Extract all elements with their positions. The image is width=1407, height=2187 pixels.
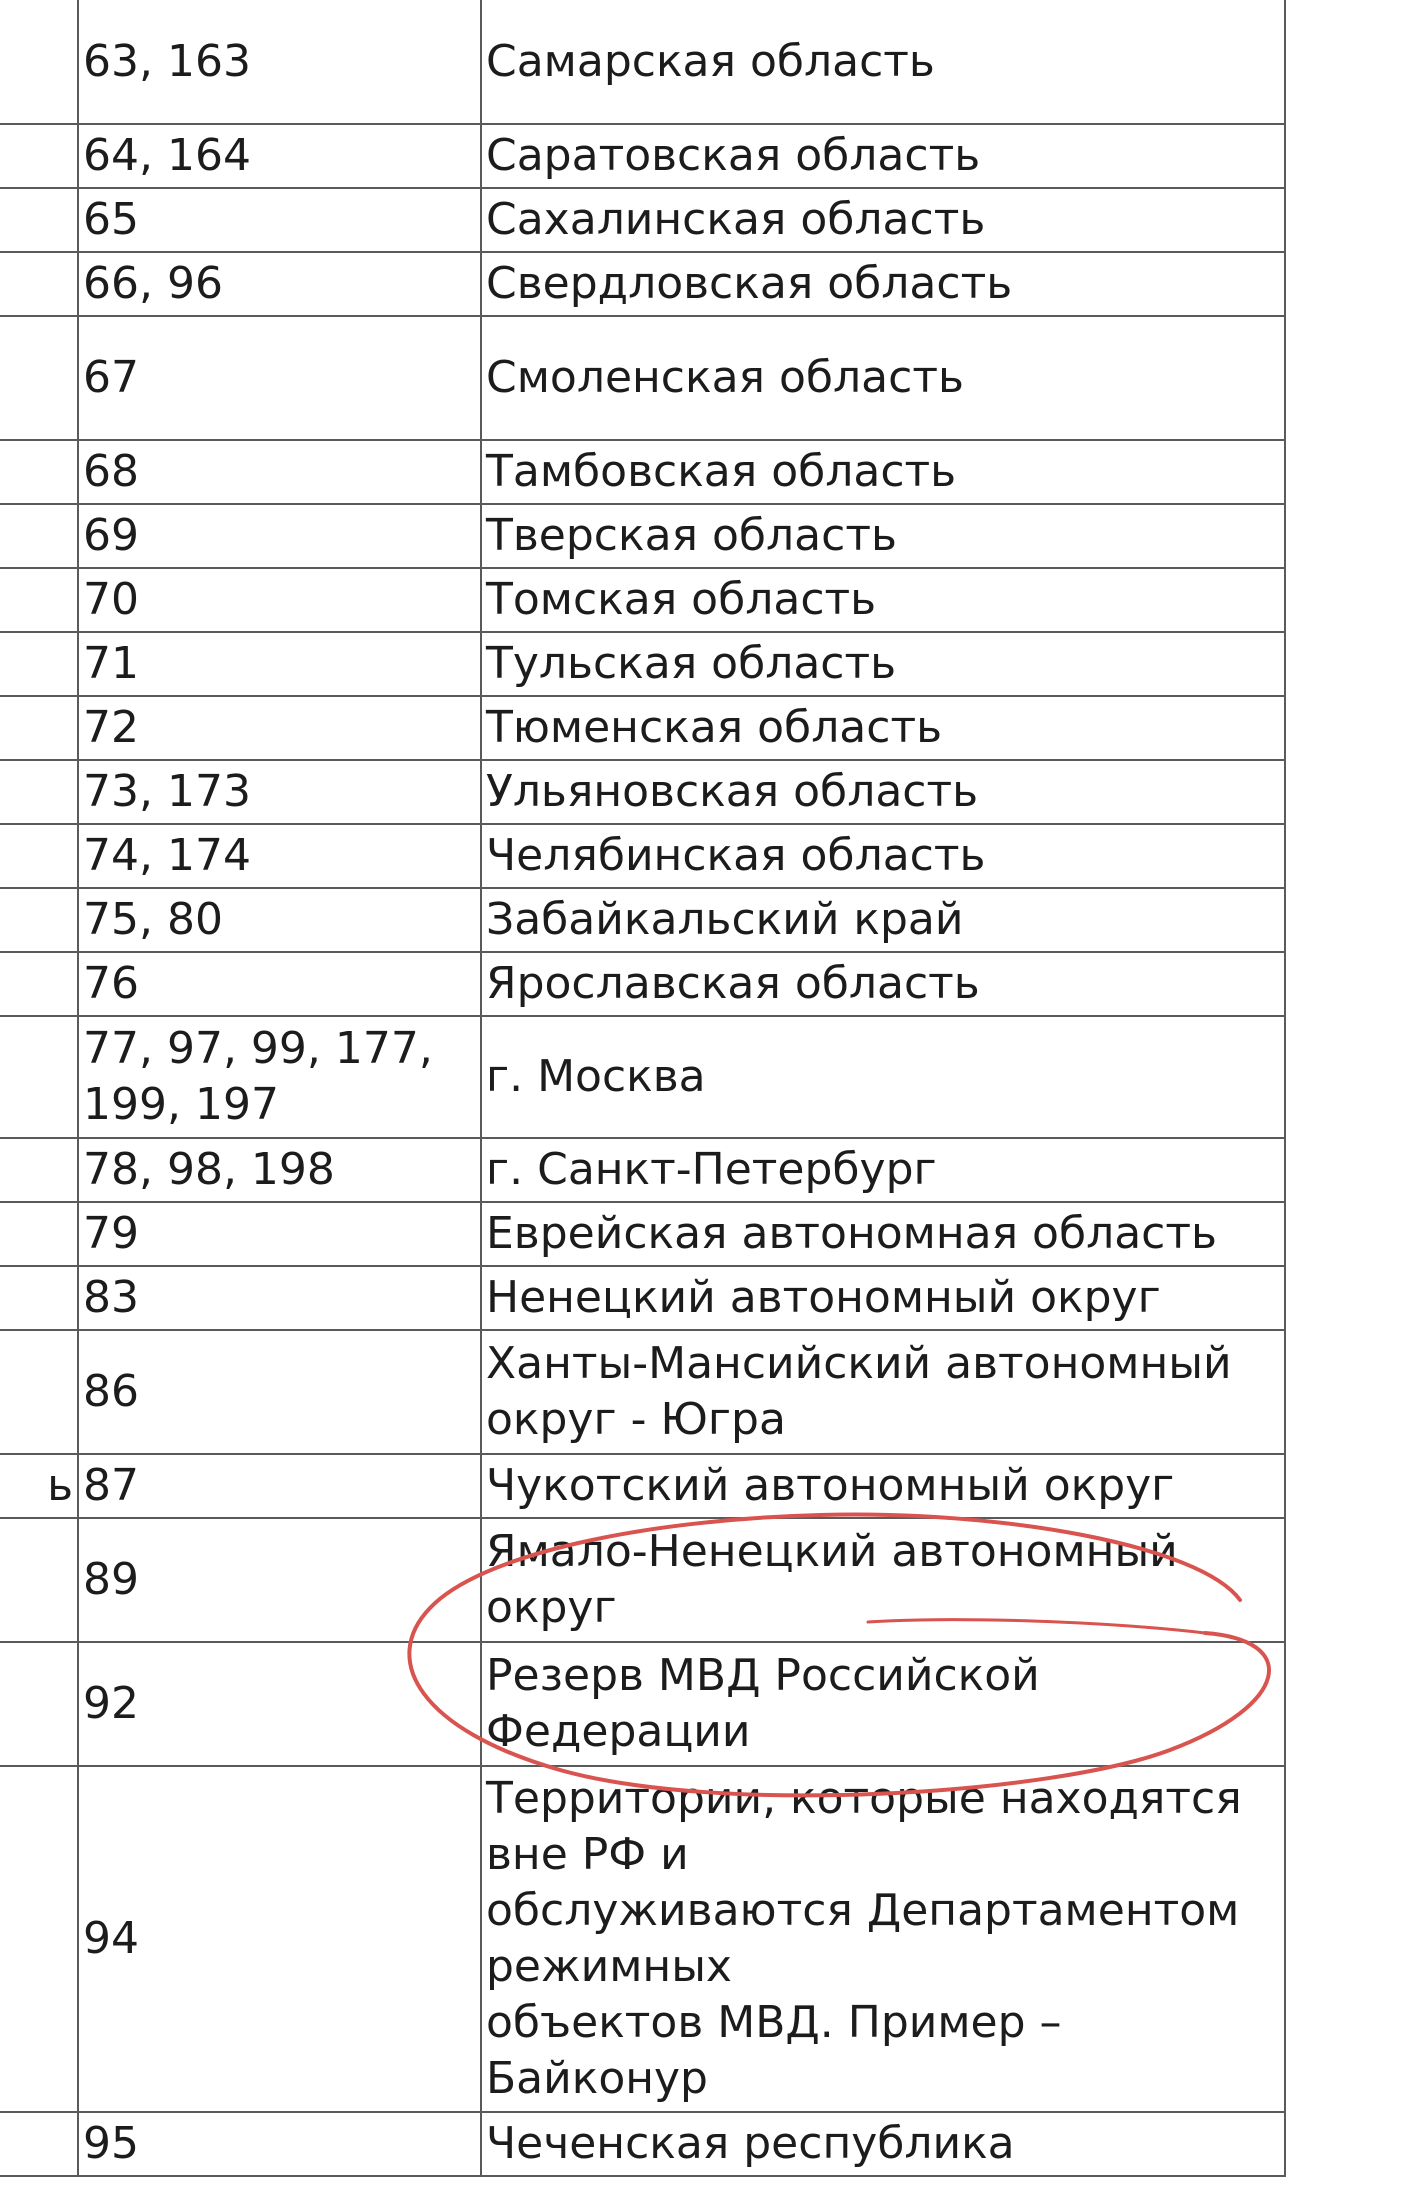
left-cell [0, 952, 78, 1016]
codes-cell: 79 [78, 1202, 481, 1266]
codes-cell: 72 [78, 696, 481, 760]
table-row [0, 440, 1285, 504]
page-margin [1370, 0, 1407, 2187]
table-row [0, 1266, 1285, 1330]
region-cell: Резерв МВД Российской Федерации [481, 1642, 1285, 1766]
left-cell [0, 2112, 78, 2176]
left-cell [0, 0, 78, 124]
region-cell: Смоленская область [481, 316, 1285, 440]
left-cell [0, 696, 78, 760]
codes-cell: 94 [78, 1766, 481, 2112]
left-cell [0, 632, 78, 696]
region-cell: Территории, которые находятся вне РФ и обслуживаются Департаментом режимных объектов МВД. Пример – Байконур [481, 1766, 1285, 2112]
codes-cell: 78, 98, 198 [78, 1138, 481, 1202]
table-row [0, 1642, 1285, 1766]
left-cell [0, 1518, 78, 1642]
table-row [0, 124, 1285, 188]
codes-cell: 74, 174 [78, 824, 481, 888]
codes-cell: 86 [78, 1330, 481, 1454]
table-row [0, 1330, 1285, 1454]
region-cell: Еврейская автономная область [481, 1202, 1285, 1266]
table-row [0, 824, 1285, 888]
table-row [0, 632, 1285, 696]
table-row [0, 316, 1285, 440]
table-row [0, 188, 1285, 252]
left-cell [0, 824, 78, 888]
table-row [0, 1454, 1285, 1518]
region-cell: Ненецкий автономный округ [481, 1266, 1285, 1330]
left-cell [0, 760, 78, 824]
left-cell [0, 316, 78, 440]
region-cell: Сахалинская область [481, 188, 1285, 252]
codes-cell: 89 [78, 1518, 481, 1642]
left-cell [0, 504, 78, 568]
table-row [0, 568, 1285, 632]
left-cell [0, 1016, 78, 1138]
codes-cell: 68 [78, 440, 481, 504]
left-cell [0, 1266, 78, 1330]
region-cell: Ямало-Ненецкий автономный округ [481, 1518, 1285, 1642]
codes-cell: 75, 80 [78, 888, 481, 952]
region-cell: Тюменская область [481, 696, 1285, 760]
region-cell: Самарская область [481, 0, 1285, 124]
codes-cell: 70 [78, 568, 481, 632]
codes-cell: 73, 173 [78, 760, 481, 824]
table-row [0, 504, 1285, 568]
codes-cell: 83 [78, 1266, 481, 1330]
codes-cell: 67 [78, 316, 481, 440]
left-cell [0, 188, 78, 252]
region-cell: Чукотский автономный округ [481, 1454, 1285, 1518]
left-cell [0, 568, 78, 632]
left-cell [0, 1138, 78, 1202]
table-row [0, 1138, 1285, 1202]
region-cell: г. Санкт-Петербург [481, 1138, 1285, 1202]
codes-cell: 71 [78, 632, 481, 696]
region-cell: Тамбовская область [481, 440, 1285, 504]
left-cell: ь [0, 1454, 78, 1518]
region-cell: Ярославская область [481, 952, 1285, 1016]
region-cell: Томская область [481, 568, 1285, 632]
region-cell: Ханты-Мансийский автономный округ - Югра [481, 1330, 1285, 1454]
region-cell: Тверская область [481, 504, 1285, 568]
table-row [0, 1016, 1285, 1138]
left-cell [0, 1202, 78, 1266]
left-cell [0, 1330, 78, 1454]
region-cell: Чеченская республика [481, 2112, 1285, 2176]
table-row [0, 952, 1285, 1016]
left-cell [0, 1642, 78, 1766]
table-row [0, 252, 1285, 316]
codes-cell: 63, 163 [78, 0, 481, 124]
codes-cell: 65 [78, 188, 481, 252]
left-cell [0, 1766, 78, 2112]
region-cell: Свердловская область [481, 252, 1285, 316]
table-row [0, 1518, 1285, 1642]
codes-cell: 66, 96 [78, 252, 481, 316]
region-cell: Забайкальский край [481, 888, 1285, 952]
left-cell [0, 252, 78, 316]
codes-cell: 95 [78, 2112, 481, 2176]
table-row [0, 1202, 1285, 1266]
table-row [0, 0, 1285, 124]
codes-cell: 76 [78, 952, 481, 1016]
table-row [0, 888, 1285, 952]
codes-cell: 64, 164 [78, 124, 481, 188]
codes-cell: 92 [78, 1642, 481, 1766]
table-row [0, 2112, 1285, 2176]
left-cell [0, 440, 78, 504]
codes-cell: 87 [78, 1454, 481, 1518]
table-row [0, 760, 1285, 824]
table-row [0, 1766, 1285, 2112]
left-cell [0, 888, 78, 952]
codes-cell: 69 [78, 504, 481, 568]
region-cell: Тульская область [481, 632, 1285, 696]
table-row [0, 696, 1285, 760]
region-cell: Челябинская область [481, 824, 1285, 888]
region-cell: Саратовская область [481, 124, 1285, 188]
left-cell [0, 124, 78, 188]
region-cell: Ульяновская область [481, 760, 1285, 824]
region-cell: г. Москва [481, 1016, 1285, 1138]
codes-cell: 77, 97, 99, 177, 199, 197 [78, 1016, 481, 1138]
